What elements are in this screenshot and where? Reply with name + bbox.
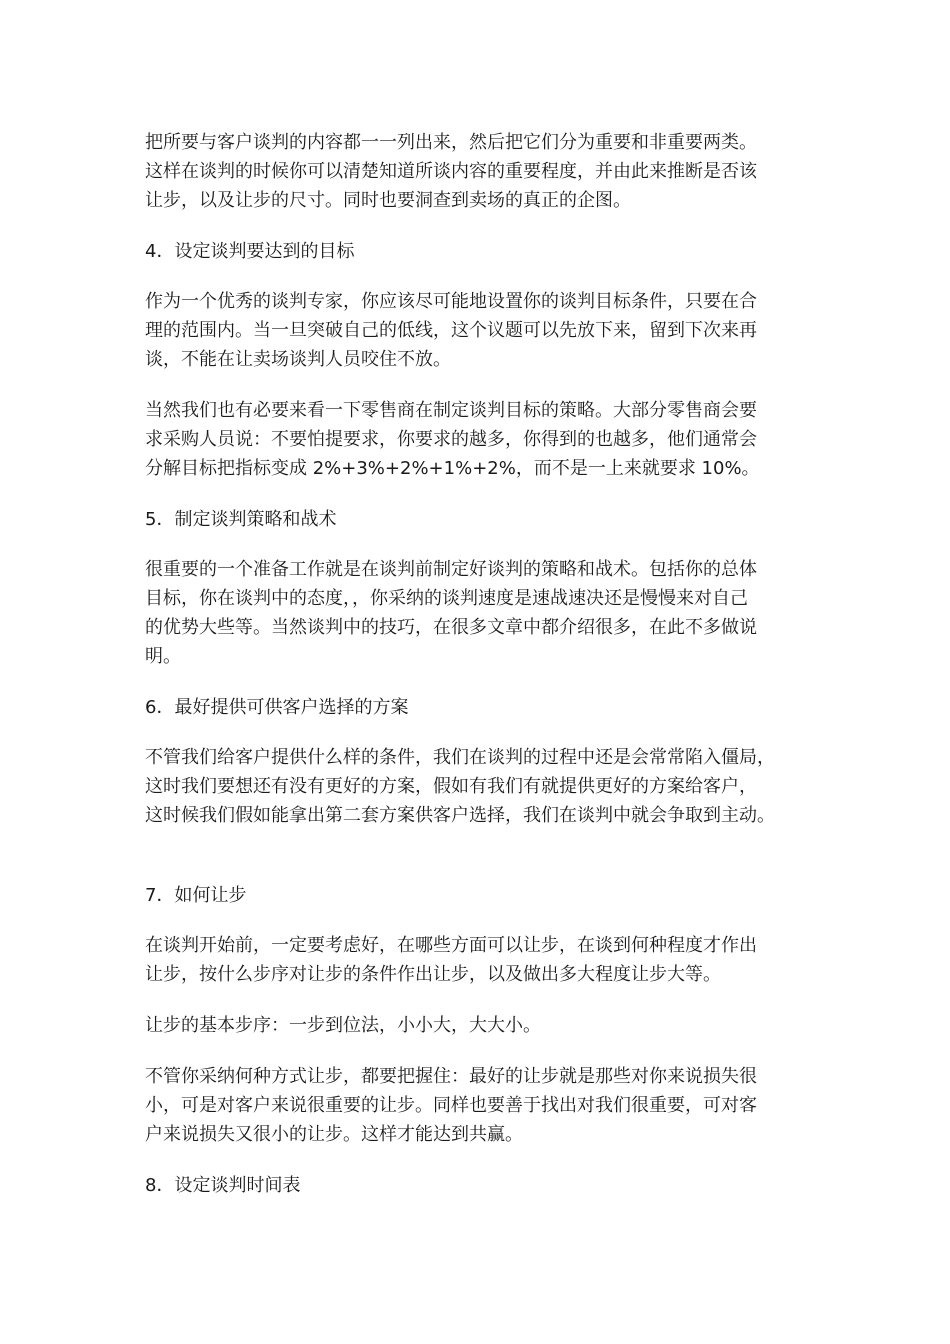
paragraph-retailer-strategy [145,396,810,483]
paragraph-win-win [145,1062,810,1149]
paragraph-strategy-tactics [145,555,810,671]
paragraph-concession-planning [145,931,810,989]
heading-text: 8．设定谈判时间表 [145,1175,301,1196]
text-line: 这时候我们假如能拿出第二套方案供客户选择，我们在谈判中就会争取到主动。 [145,805,775,826]
paragraph-set-goals [145,287,810,374]
heading-text: 6．最好提供可供客户选择的方案 [145,697,409,718]
heading-text: 5．制定谈判策略和战术 [145,509,337,530]
text-line: 让步，以及让步的尺寸。同时也要洞查到卖场的真正的企图。 [145,190,631,211]
text-line: 作为一个优秀的谈判专家，你应该尽可能地设置你的谈判目标条件，只要在合 [145,291,757,312]
text-line: 让步，按什么步序对让步的条件作出让步，以及做出多大程度让步大等。 [145,964,721,985]
text-line: 这时我们要想还有没有更好的方案，假如有我们有就提供更好的方案给客户， [145,776,757,797]
text-line: 在谈判开始前，一定要考虑好，在哪些方面可以让步，在谈到何种程度才作出 [145,935,757,956]
text-line: 把所要与客户谈判的内容都一一列出来，然后把它们分为重要和非重要两类。 [145,132,757,153]
text-line: 当然我们也有必要来看一下零售商在制定谈判目标的策略。大部分零售商会要 [145,400,757,421]
text-line: 谈，不能在让卖场谈判人员咬住不放。 [145,349,451,370]
section-heading-6 [145,693,810,722]
text-line: 理的范围内。当一旦突破自己的低线，这个议题可以先放下来，留到下次来再 [145,320,757,341]
heading-text: 4．设定谈判要达到的目标 [145,241,355,262]
text-line: 目标，你在谈判中的态度，，你采纳的谈判速度是速战速决还是慢慢来对自己 [145,588,748,609]
paragraph-alternative-plans [145,743,810,830]
text-line: 小，可是对客户来说很重要的让步。同样也要善于找出对我们很重要，可对客 [145,1095,757,1116]
heading-text: 7．如何让步 [145,885,247,906]
section-heading-8 [145,1171,810,1200]
text-line: 分解目标把指标变成 2%+3%+2%+1%+2%，而不是一上来就要求 10%。 [145,458,760,479]
paragraph-concession-steps [145,1011,810,1040]
text-line: 的优势大些等。当然谈判中的技巧，在很多文章中都介绍很多，在此不多做说 [145,617,757,638]
text-line: 明。 [145,646,181,667]
text-line: 不管你采纳何种方式让步，都要把握住：最好的让步就是那些对你来说损失很 [145,1066,757,1087]
text-line: 求采购人员说：不要怕提要求，你要求的越多，你得到的也越多，他们通常会 [145,429,757,450]
text-line: 让步的基本步序：一步到位法，小小大，大大小。 [145,1015,541,1036]
text-line: 不管我们给客户提供什么样的条件，我们在谈判的过程中还是会常常陷入僵局， [145,747,775,768]
text-line: 这样在谈判的时候你可以清楚知道所谈内容的重要程度，并由此来推断是否该 [145,161,757,182]
paragraph-list-contents [145,128,810,215]
section-heading-7 [145,881,810,910]
text-line: 户来说损失又很小的让步。这样才能达到共赢。 [145,1124,523,1145]
text-line: 很重要的一个准备工作就是在谈判前制定好谈判的策略和战术。包括你的总体 [145,559,757,580]
section-heading-5 [145,505,810,534]
section-heading-4 [145,237,810,266]
